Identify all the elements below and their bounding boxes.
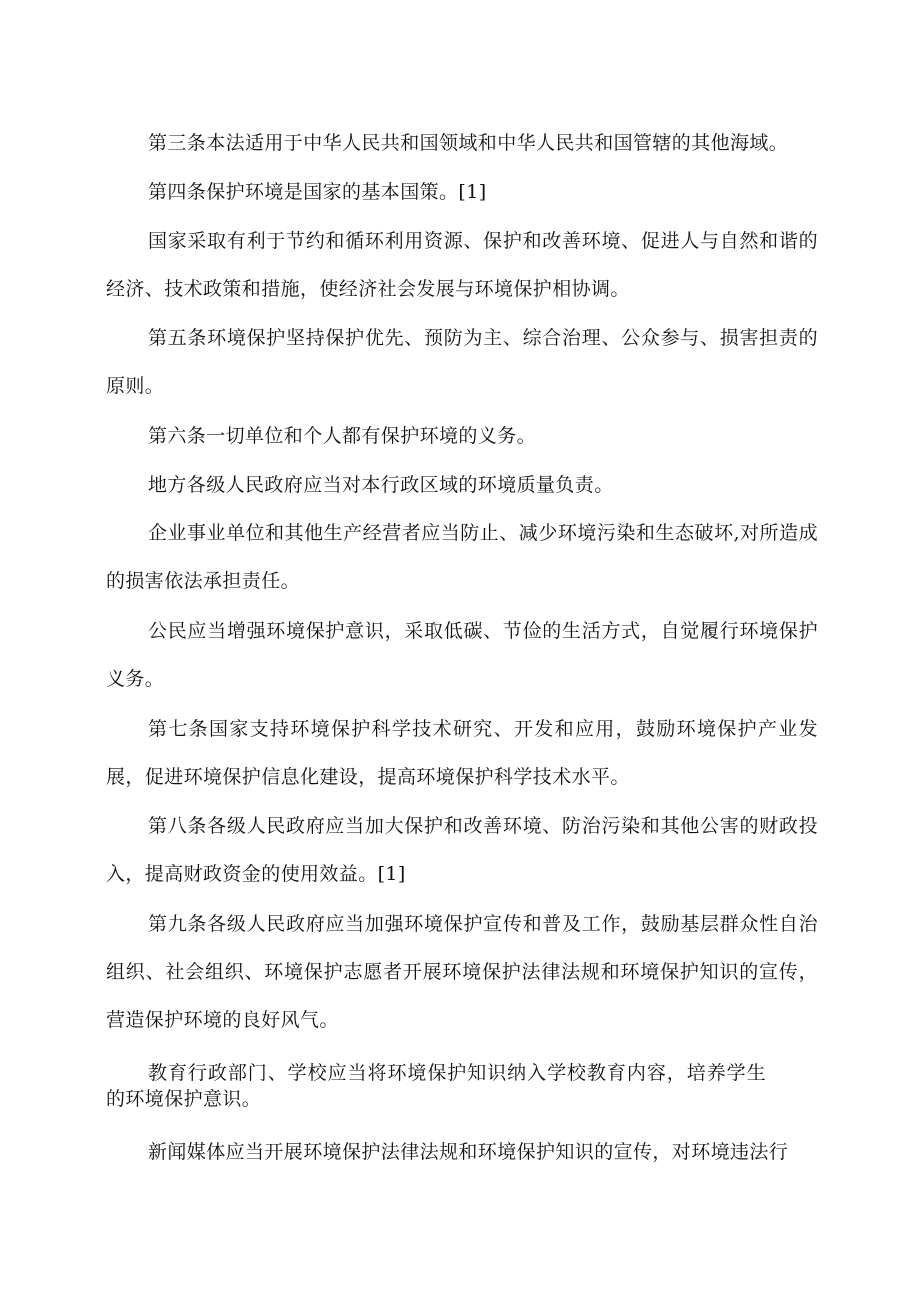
paragraph-article-4: 第四条保护环境是国家的基本国策。[1] (148, 181, 487, 203)
paragraph-national-policy: 国家采取有利于节约和循环利用资源、保护和改善环境、促进人与自然和谐的经济、技术政策和措施，使经济社会发展与环境保护相协调。 (106, 230, 818, 300)
paragraph-article-7: 第七条国家支持环境保护科学技术研究、开发和应用，鼓励环境保护产业发展，促进环境保护信息化建设，提高环境保护科学技术水平。 (106, 718, 818, 788)
paragraph-news-media: 新闻媒体应当开展环境保护法律法规和环境保护知识的宣传，对环境违法行 (148, 1141, 789, 1163)
paragraph-education: 教育行政部门、学校应当将环境保护知识纳入学校教育内容，培养学生的环境保护意识。 (106, 1062, 766, 1110)
paragraph-citizens: 公民应当增强环境保护意识，采取低碳、节俭的生活方式，自觉履行环境保护义务。 (106, 620, 818, 690)
paragraph-enterprises: 企业事业单位和其他生产经营者应当防止、减少环境污染和生态破坏,对所造成的损害依法承担责任。 (106, 522, 818, 592)
paragraph-article-5: 第五条环境保护坚持保护优先、预防为主、综合治理、公众参与、损害担责的原则。 (106, 327, 818, 397)
paragraph-article-3: 第三条本法适用于中华人民共和国领域和中华人民共和国管辖的其他海域。 (148, 132, 789, 154)
paragraph-local-government: 地方各级人民政府应当对本行政区域的环境质量负责。 (148, 474, 614, 496)
paragraph-article-8: 第八条各级人民政府应当加大保护和改善环境、防治污染和其他公害的财政投入，提高财政资金的使用效益。[1] (106, 815, 818, 885)
paragraph-article-9: 第九条各级人民政府应当加强环境保护宣传和普及工作，鼓励基层群众性自治组织、社会组织、环境保护志愿者开展环境保护法律法规和环境保护知识的宣传，营造保护环境的良好风气。 (106, 913, 818, 1031)
paragraph-article-6: 第六条一切单位和个人都有保护环境的义务。 (148, 425, 537, 447)
